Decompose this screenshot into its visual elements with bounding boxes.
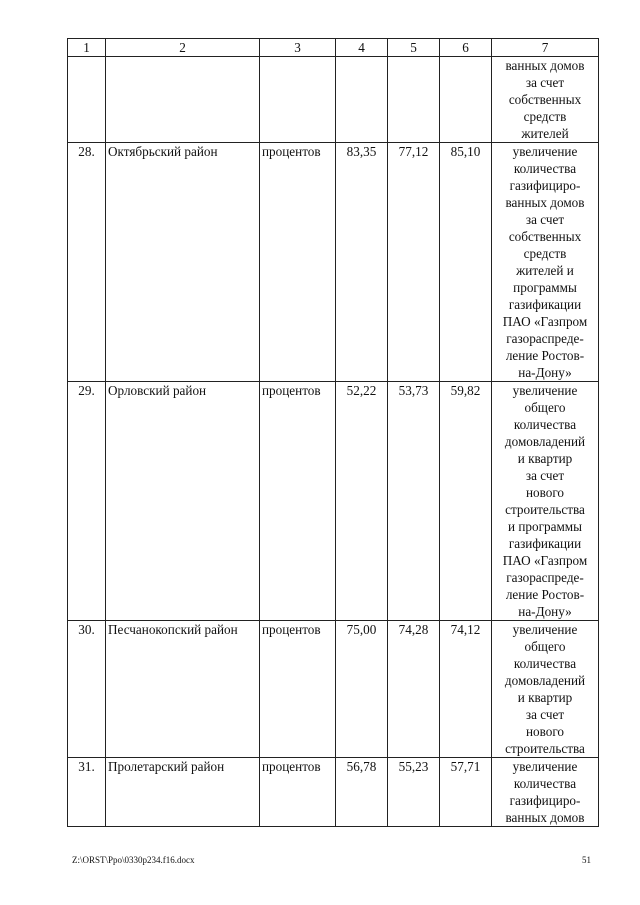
header-cell: 3 <box>260 39 336 57</box>
value-col4 <box>336 57 388 143</box>
district-name: Октябрьский район <box>106 143 260 382</box>
value-col4: 75,00 <box>336 621 388 758</box>
value-col5: 55,23 <box>388 758 440 827</box>
row-number: 30. <box>68 621 106 758</box>
header-cell: 1 <box>68 39 106 57</box>
district-name: Пролетарский район <box>106 758 260 827</box>
value-col6: 74,12 <box>440 621 492 758</box>
note-cell: ванных домов за счет собственных средств жителей <box>492 57 599 143</box>
table-row <box>68 382 599 621</box>
table-row <box>68 758 599 827</box>
note-cell: увеличение количества газифициро- ванных домов за счет собственных средств жителей и программы газификации ПАО «Газпром газораспреде- ление Ростов- на-Дону» <box>492 143 599 382</box>
value-col5: 53,73 <box>388 382 440 621</box>
value-col4: 56,78 <box>336 758 388 827</box>
header-cell: 5 <box>388 39 440 57</box>
district-name <box>106 57 260 143</box>
value-col5 <box>388 57 440 143</box>
table-row <box>68 57 599 143</box>
value-col6: 59,82 <box>440 382 492 621</box>
district-name: Орловский район <box>106 382 260 621</box>
value-col6 <box>440 57 492 143</box>
header-cell: 7 <box>492 39 599 57</box>
note-cell: увеличение количества газифициро- ванных домов <box>492 758 599 827</box>
note-cell: увеличение общего количества домовладений и квартир за счет нового строительства <box>492 621 599 758</box>
note-cell: увеличение общего количества домовладений и квартир за счет нового строительства и программы газификации ПАО «Газпром газораспреде- ление Ростов- на-Дону» <box>492 382 599 621</box>
page-number: 51 <box>582 855 591 865</box>
table-header-row <box>68 39 599 57</box>
value-col4: 83,35 <box>336 143 388 382</box>
unit-cell: процентов <box>260 758 336 827</box>
value-col6: 85,10 <box>440 143 492 382</box>
row-number: 31. <box>68 758 106 827</box>
value-col4: 52,22 <box>336 382 388 621</box>
header-cell: 6 <box>440 39 492 57</box>
header-cell: 4 <box>336 39 388 57</box>
unit-cell: процентов <box>260 621 336 758</box>
district-name: Песчанокопский район <box>106 621 260 758</box>
header-cell: 2 <box>106 39 260 57</box>
table-row <box>68 621 599 758</box>
row-number: 28. <box>68 143 106 382</box>
unit-cell <box>260 57 336 143</box>
value-col5: 74,28 <box>388 621 440 758</box>
unit-cell: процентов <box>260 143 336 382</box>
row-number: 29. <box>68 382 106 621</box>
data-table <box>67 38 599 827</box>
unit-cell: процентов <box>260 382 336 621</box>
table-row <box>68 143 599 382</box>
value-col6: 57,71 <box>440 758 492 827</box>
value-col5: 77,12 <box>388 143 440 382</box>
footer-file-path: Z:\ORST\Ppo\0330p234.f16.docx <box>72 855 195 865</box>
row-number <box>68 57 106 143</box>
